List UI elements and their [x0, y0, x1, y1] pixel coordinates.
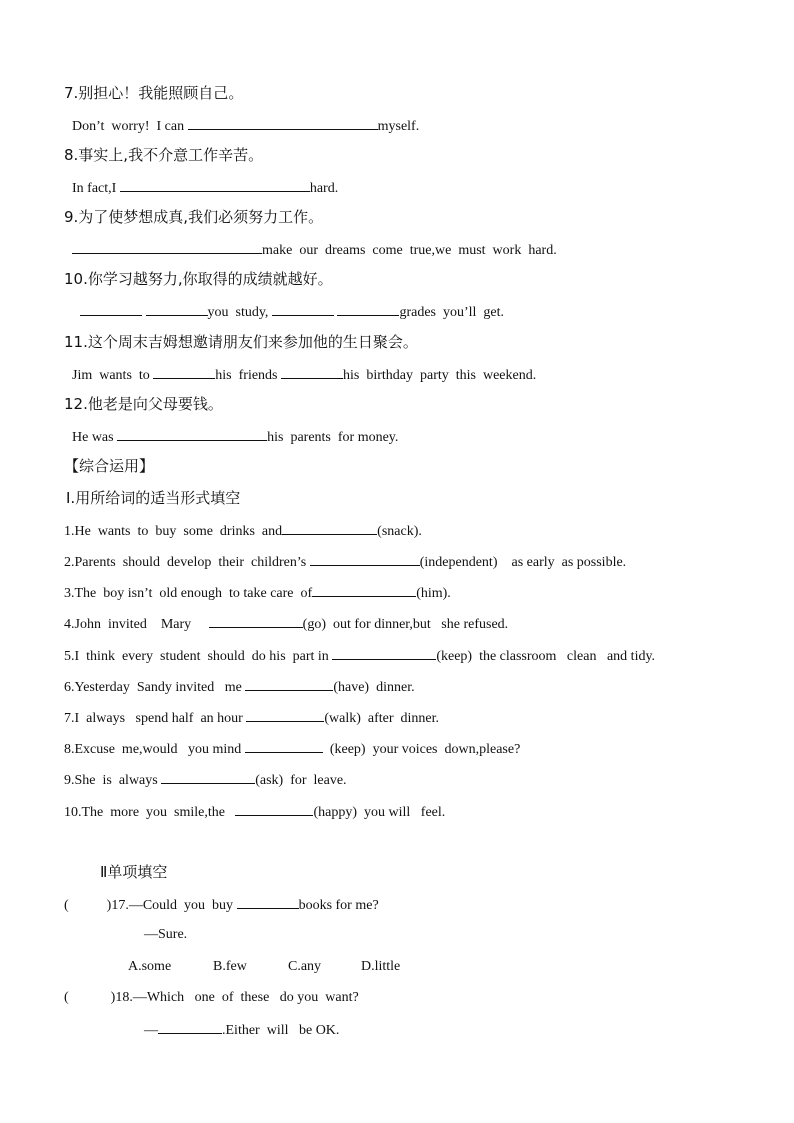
answer-blank[interactable]	[310, 552, 420, 566]
item-12-chinese: 12.他老是向父母要钱。	[64, 395, 223, 413]
reply-dash: —	[144, 1023, 158, 1038]
part1-item-text: 3.The boy isn’t old enough to take care of	[64, 586, 313, 601]
part1-item-hint: (independent) as early as possible.	[419, 555, 627, 570]
answer-blank[interactable]	[272, 302, 334, 316]
item-11-chinese: 11.这个周末吉姆想邀请朋友们来参加他的生日聚会。	[64, 333, 418, 351]
item-10-chinese: 10.你学习越努力,你取得的成绩就越好。	[64, 270, 333, 288]
item-7-text-after: myself.	[377, 119, 420, 134]
answer-blank[interactable]	[80, 302, 142, 316]
answer-paren-open: (	[64, 990, 69, 1005]
item-12-text-before: He was	[72, 430, 118, 445]
part1-item-10	[64, 802, 445, 822]
answer-blank[interactable]	[237, 895, 299, 909]
answer-blank[interactable]	[281, 365, 343, 379]
part1-item-5	[64, 646, 655, 666]
part1-item-9	[64, 770, 347, 790]
answer-blank[interactable]	[72, 240, 262, 254]
item-9-chinese: 9.为了使梦想成真,我们必须努力工作。	[64, 208, 324, 226]
item-7-text-before: Don’t worry! I can	[72, 119, 188, 134]
question-17-option-c[interactable]: C.any	[288, 959, 322, 974]
part1-item-hint: (keep) the classroom clean and tidy.	[436, 649, 656, 664]
answer-blank[interactable]	[153, 365, 215, 379]
part1-item-3	[64, 583, 451, 603]
item-8-text-before: In fact,I	[72, 181, 120, 196]
part1-item-2	[64, 552, 626, 572]
item-12-english	[72, 427, 398, 447]
part1-item-6	[64, 677, 415, 697]
item-12-text-after: his parents for money.	[267, 430, 399, 445]
part1-item-7	[64, 708, 439, 728]
part1-item-text: 5.I think every student should do his part in	[64, 649, 333, 664]
part1-item-text: 10.The more you smile,the	[64, 805, 236, 820]
part1-item-text: 8.Excuse me,would you mind	[64, 742, 245, 757]
item-11-text-after: his birthday party this weekend.	[343, 368, 537, 383]
part1-item-hint: (ask) for leave.	[255, 773, 347, 788]
part1-item-hint: (him).	[416, 586, 451, 601]
answer-blank[interactable]	[209, 614, 303, 628]
part2-title: Ⅱ单项填空	[100, 863, 168, 881]
part1-item-1	[64, 521, 422, 541]
answer-paren-open: (	[64, 898, 69, 913]
item-10-text-c: grades you’ll get.	[399, 305, 505, 320]
answer-blank[interactable]	[120, 178, 310, 192]
question-17-option-a[interactable]: A.some	[128, 959, 172, 974]
item-9-text-after: make our dreams come true,we must work hard.	[262, 243, 557, 258]
part1-title: Ⅰ.用所给词的适当形式填空	[66, 489, 241, 507]
answer-blank[interactable]	[235, 802, 313, 816]
item-11-english	[72, 365, 536, 385]
question-17-option-d[interactable]: D.little	[361, 959, 401, 974]
question-17-text-after: books for me?	[298, 898, 379, 913]
item-7-english	[72, 116, 419, 136]
answer-blank[interactable]	[282, 521, 377, 535]
answer-blank[interactable]	[312, 583, 416, 597]
part1-item-text: 9.She is always	[64, 773, 162, 788]
item-9-english	[72, 240, 557, 260]
section-title: 【综合运用】	[64, 457, 155, 475]
part1-item-text: 2.Parents should develop their children’s	[64, 555, 310, 570]
part1-item-8	[64, 739, 520, 759]
answer-blank[interactable]	[188, 116, 378, 130]
reply-text: .Either will be OK.	[222, 1023, 340, 1038]
item-8-chinese: 8.事实上,我不介意工作辛苦。	[64, 146, 264, 164]
part1-item-hint: (walk) after dinner.	[324, 711, 440, 726]
item-11-text-before: Jim wants to	[72, 368, 154, 383]
question-17-text: )17.—Could you buy	[106, 898, 237, 913]
answer-blank[interactable]	[245, 677, 333, 691]
part1-item-hint: (keep) your voices down,please?	[322, 742, 521, 757]
part1-item-text: 4.John invited Mary	[64, 617, 209, 632]
item-10-text-b: you study,	[207, 305, 272, 320]
part1-item-text: 6.Yesterday Sandy invited me	[64, 680, 246, 695]
question-17-reply: —Sure.	[144, 927, 188, 942]
question-18-reply	[144, 1020, 339, 1040]
question-18	[64, 989, 359, 1007]
part1-item-hint: (snack).	[377, 524, 422, 539]
answer-blank[interactable]	[337, 302, 399, 316]
part1-item-hint: (have) dinner.	[333, 680, 415, 695]
answer-blank[interactable]	[146, 302, 208, 316]
answer-blank[interactable]	[246, 708, 324, 722]
answer-blank[interactable]	[332, 646, 436, 660]
answer-blank[interactable]	[117, 427, 267, 441]
part1-item-hint: (happy) you will feel.	[313, 805, 446, 820]
part1-item-text: 1.He wants to buy some drinks and	[64, 524, 283, 539]
part1-item-4	[64, 614, 508, 634]
item-10-english	[80, 302, 504, 322]
part1-item-text: 7.I always spend half an hour	[64, 711, 247, 726]
item-11-text-mid: his friends	[215, 368, 281, 383]
item-7-chinese: 7.别担心！我能照顾自己。	[64, 84, 244, 102]
answer-blank[interactable]	[245, 739, 323, 753]
answer-blank[interactable]	[161, 770, 255, 784]
question-17	[64, 895, 379, 915]
item-8-english	[72, 178, 338, 198]
question-17-option-b[interactable]: B.few	[213, 959, 247, 974]
item-8-text-after: hard.	[309, 181, 339, 196]
part1-item-hint: (go) out for dinner,but she refused.	[302, 617, 509, 632]
answer-blank[interactable]	[158, 1020, 222, 1034]
question-18-text: )18.—Which one of these do you want?	[110, 990, 359, 1005]
